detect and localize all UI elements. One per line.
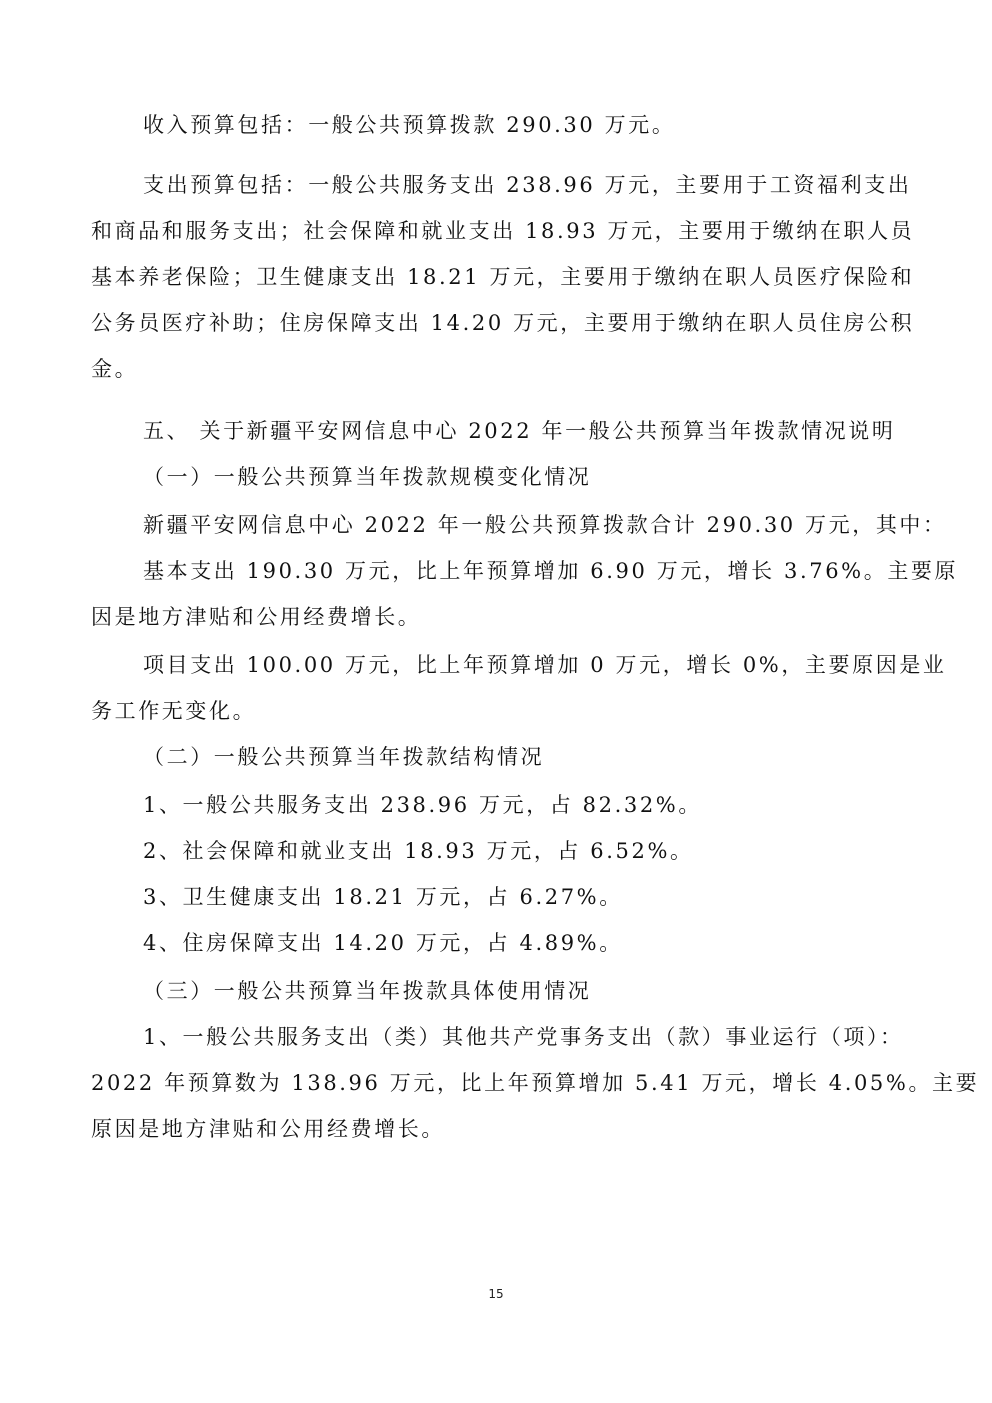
basic-expense-line-2: 因是地方津贴和公用经费增长。: [91, 605, 422, 629]
expense-budget-line-3: 基本养老保险；卫生健康支出 18.21 万元，主要用于缴纳在职人员医疗保险和: [91, 265, 915, 289]
usage-item-1-line-2: 2022 年预算数为 138.96 万元，比上年预算增加 5.41 万元，增长 4.05%。主要: [91, 1071, 980, 1095]
page-number: 15: [488, 1287, 504, 1301]
section-five-heading: 五、 关于新疆平安网信息中心 2022 年一般公共预算当年拨款情况说明: [143, 419, 896, 443]
project-expense-line-1: 项目支出 100.00 万元，比上年预算增加 0 万元，增长 0%，主要原因是业: [143, 653, 947, 677]
expense-budget-line-1: 支出预算包括：一般公共服务支出 238.96 万元，主要用于工资福利支出: [143, 173, 912, 197]
expense-budget-line-2: 和商品和服务支出；社会保障和就业支出 18.93 万元，主要用于缴纳在职人员: [91, 219, 915, 243]
expense-budget-line-5: 金。: [91, 357, 139, 381]
structure-item-1: 1、一般公共服务支出 238.96 万元，占 82.32%。: [143, 793, 702, 817]
project-expense-line-2: 务工作无变化。: [91, 699, 257, 723]
total-appropriation-line: 新疆平安网信息中心 2022 年一般公共预算拨款合计 290.30 万元，其中：: [143, 513, 947, 537]
subsection-one-heading: （一）一般公共预算当年拨款规模变化情况: [143, 465, 592, 489]
expense-budget-line-4: 公务员医疗补助；住房保障支出 14.20 万元，主要用于缴纳在职人员住房公积: [91, 311, 915, 335]
income-budget-line: 收入预算包括：一般公共预算拨款 290.30 万元。: [143, 113, 676, 137]
usage-item-1-line-3: 原因是地方津贴和公用经费增长。: [91, 1117, 445, 1141]
structure-item-2: 2、社会保障和就业支出 18.93 万元，占 6.52%。: [143, 839, 694, 863]
usage-item-1-line-1: 1、一般公共服务支出（类）其他共产党事务支出（款）事业运行（项）：: [143, 1025, 904, 1049]
subsection-three-heading: （三）一般公共预算当年拨款具体使用情况: [143, 979, 592, 1003]
structure-item-4: 4、住房保障支出 14.20 万元，占 4.89%。: [143, 931, 623, 955]
basic-expense-line-1: 基本支出 190.30 万元，比上年预算增加 6.90 万元，增长 3.76%。主要原: [143, 559, 959, 583]
subsection-two-heading: （二）一般公共预算当年拨款结构情况: [143, 745, 545, 769]
structure-item-3: 3、卫生健康支出 18.21 万元，占 6.27%。: [143, 885, 623, 909]
